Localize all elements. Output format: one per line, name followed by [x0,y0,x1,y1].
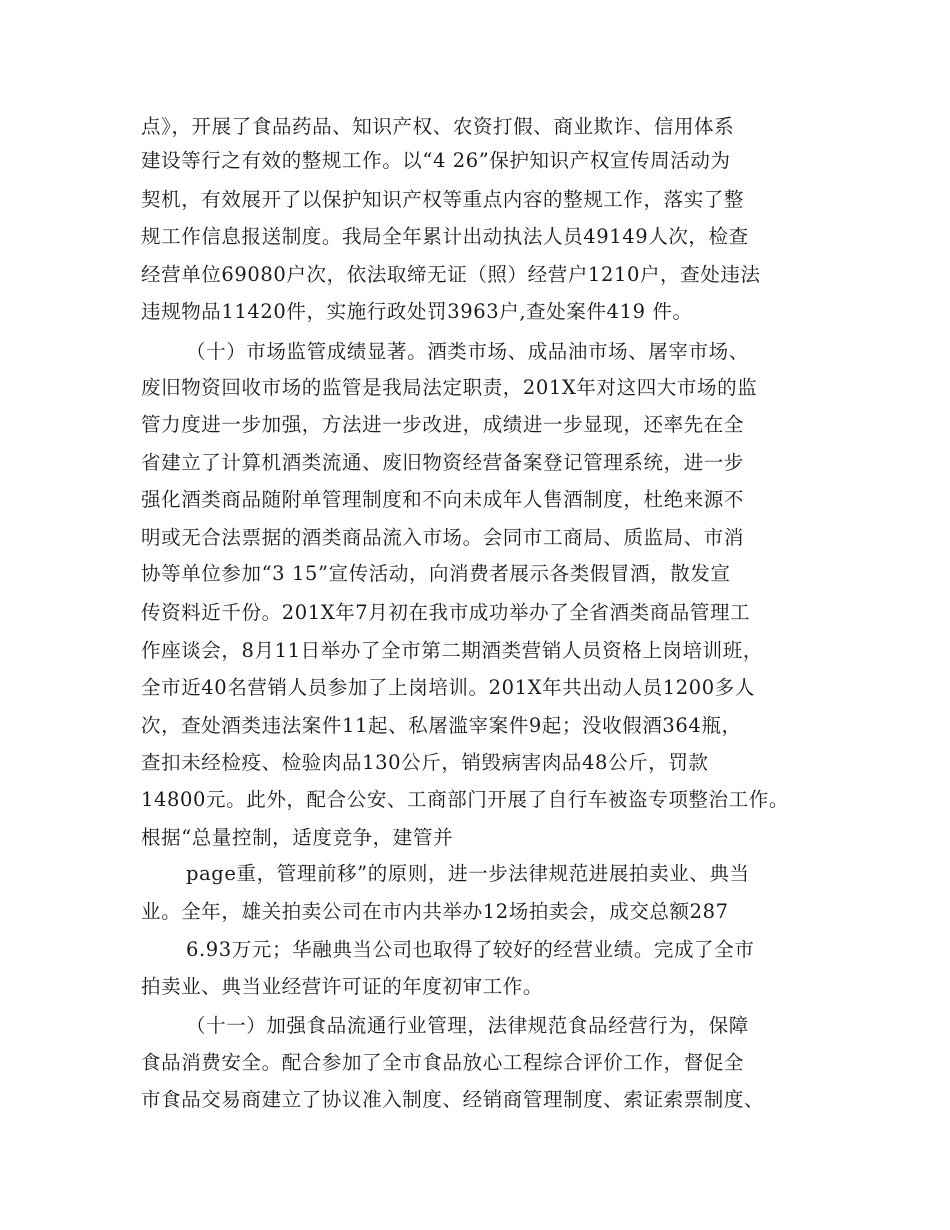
text-line-19: 14800元。此外，配合公安、工商部门开展了自行车被盗专项整治工作。 [141,788,789,811]
text-line-1: 点》，开展了食品药品、知识产权、农资打假、商业欺诈、信用体系 [141,115,735,138]
text-line-3: 契机，有效展开了以保护知识产权等重点内容的整规工作，落实了整 [141,188,745,211]
text-line-22: 业。全年，雄关拍卖公司在市内共举办12场拍卖会，成交总额287 [141,900,729,923]
text-line-24: 拍卖业、典当业经营许可证的年度初审工作。 [141,975,544,998]
text-line-16: 全市近40名营销人员参加了上岗培训。201X年共出动人员1200多人 [141,676,755,699]
text-line-18: 查扣未经检疫、检验肉品130公斤，销毁病害肉品48公斤，罚款 [141,751,709,774]
text-line-27: 市食品交易商建立了协议准入制度、经销商管理制度、索证索票制度、 [141,1088,765,1111]
text-line-6: 违规物品11420件，实施行政处罚3963户,查处案件419 件。 [141,300,693,323]
text-line-23: 6.93万元；华融典当公司也取得了较好的经营业绩。完成了全市 [186,938,755,961]
text-line-2: 建设等行之有效的整规工作。以“4 26”保护知识产权宣传周活动为 [141,149,731,172]
text-line-5: 经营单位69080户次，依法取缔无证（照）经营户1210户，查处违法 [141,263,761,286]
text-line-11: 强化酒类商品随附单管理制度和不向未成年人售酒制度，杜绝来源不 [141,488,745,511]
text-line-14: 传资料近千份。201X年7月初在我市成功举办了全省酒类商品管理工 [141,601,751,624]
text-line-21: page重，管理前移”的原则，进一步法律规范进展拍卖业、典当 [186,862,750,885]
text-line-26: 食品消费安全。配合参加了全市食品放心工程综合评价工作，督促全 [141,1051,745,1074]
text-line-4: 规工作信息报送制度。我局全年累计出动执法人员49149人次，检查 [141,225,749,248]
section-heading-11: （十一）加强食品流通行业管理，法律规范食品经营行为，保障 [186,1014,749,1037]
text-line-15: 作座谈会，8月11日举办了全市第二期酒类营销人员资格上岗培训班， [141,639,763,662]
text-line-10: 省建立了计算机酒类流通、废旧物资经营备案登记管理系统，进一步 [141,451,745,474]
text-line-8: 废旧物资回收市场的监管是我局法定职责，201X年对这四大市场的监 [141,376,758,399]
text-line-13: 协等单位参加“3 15”宣传活动，向消费者展示各类假冒酒，散发宣 [141,562,731,585]
text-line-17: 次，查处酒类违法案件11起、私屠滥宰案件9起；没收假酒364瓶， [141,714,742,737]
text-line-20: 根据“总量控制，适度竞争，建管并 [141,826,454,849]
text-line-9: 管力度进一步加强，方法进一步改进，成绩进一步显现，还率先在全 [141,413,745,436]
section-heading-10: （十）市场监管成绩显著。酒类市场、成品油市场、屠宰市场、 [186,340,749,363]
text-line-12: 明或无合法票据的酒类商品流入市场。会同市工商局、质监局、市消 [141,526,745,549]
